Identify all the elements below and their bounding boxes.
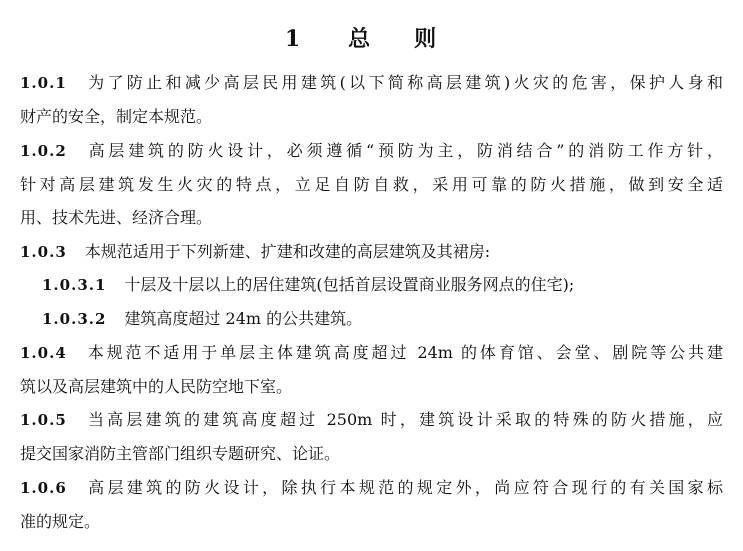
clause-text: 为了防止和减少高层民用建筑(以下简称高层建筑)火灾的危害，保护人身和 [84, 73, 723, 92]
chapter-title [0, 22, 743, 53]
clause-text: 当高层建筑的建筑高度超过 250m 时，建筑设计采取的特殊的防火措施，应 [84, 410, 723, 429]
clause-1-0-3-1 [42, 268, 723, 302]
clause-number: 1.0.3.2 [42, 310, 107, 328]
clause-line: 财产的安全，制定本规范。 [20, 107, 213, 126]
clause-line [20, 471, 723, 505]
clause-1-0-3-2 [42, 302, 723, 336]
clause-1-0-6 [20, 471, 723, 538]
clause-text: 十层及十层以上的居住建筑(包括首层设置商业服务网点的住宅); [124, 275, 575, 294]
clause-line [42, 268, 723, 302]
clause-number: 1.0.3.1 [42, 276, 107, 294]
chapter-title-char-1: 总 [348, 26, 371, 52]
clause-line: 针对高层建筑发生火灾的特点，立足自防自救，采用可靠的防火措施，做到安全适 [20, 175, 723, 194]
clause-line [20, 66, 723, 100]
clause-number: 1.0.5 [20, 411, 67, 429]
clause-line: 提交国家消防主管部门组织专题研究、论证。 [20, 444, 341, 463]
chapter-number: 1 [284, 26, 301, 52]
clause-line [20, 336, 723, 370]
clause-text: 高层建筑的防火设计，除执行本规范的规定外，尚应符合现行的有关国家标 [84, 478, 723, 497]
clause-line: 准的规定。 [20, 512, 101, 531]
clause-1-0-3 [20, 235, 723, 269]
clause-number: 1.0.1 [20, 74, 67, 92]
clause-1-0-1 [20, 66, 723, 133]
clause-line: 用、技术先进、经济合理。 [20, 208, 213, 227]
clause-1-0-2 [20, 134, 723, 234]
clause-text: 本规范不适用于单层主体建筑高度超过 24m 的体育馆、会堂、剧院等公共建 [84, 343, 723, 362]
clause-line: 筑以及高层建筑中的人民防空地下室。 [20, 377, 293, 396]
clause-number: 1.0.6 [20, 479, 67, 497]
clause-1-0-5 [20, 403, 723, 470]
clause-line [20, 134, 723, 168]
clause-line [20, 403, 723, 437]
clause-text: 高层建筑的防火设计，必须遵循“预防为主，防消结合”的消防工作方针， [84, 141, 723, 160]
clause-line [20, 235, 723, 269]
clause-number: 1.0.2 [20, 142, 67, 160]
clause-text: 建筑高度超过 24m 的公共建筑。 [124, 309, 363, 328]
clause-number: 1.0.3 [20, 243, 67, 261]
clause-line [42, 302, 723, 336]
clause-text: 本规范适用于下列新建、扩建和改建的高层建筑及其裙房: [84, 242, 491, 261]
chapter-title-char-2: 则 [414, 26, 437, 52]
clause-number: 1.0.4 [20, 344, 67, 362]
clause-1-0-4 [20, 336, 723, 403]
